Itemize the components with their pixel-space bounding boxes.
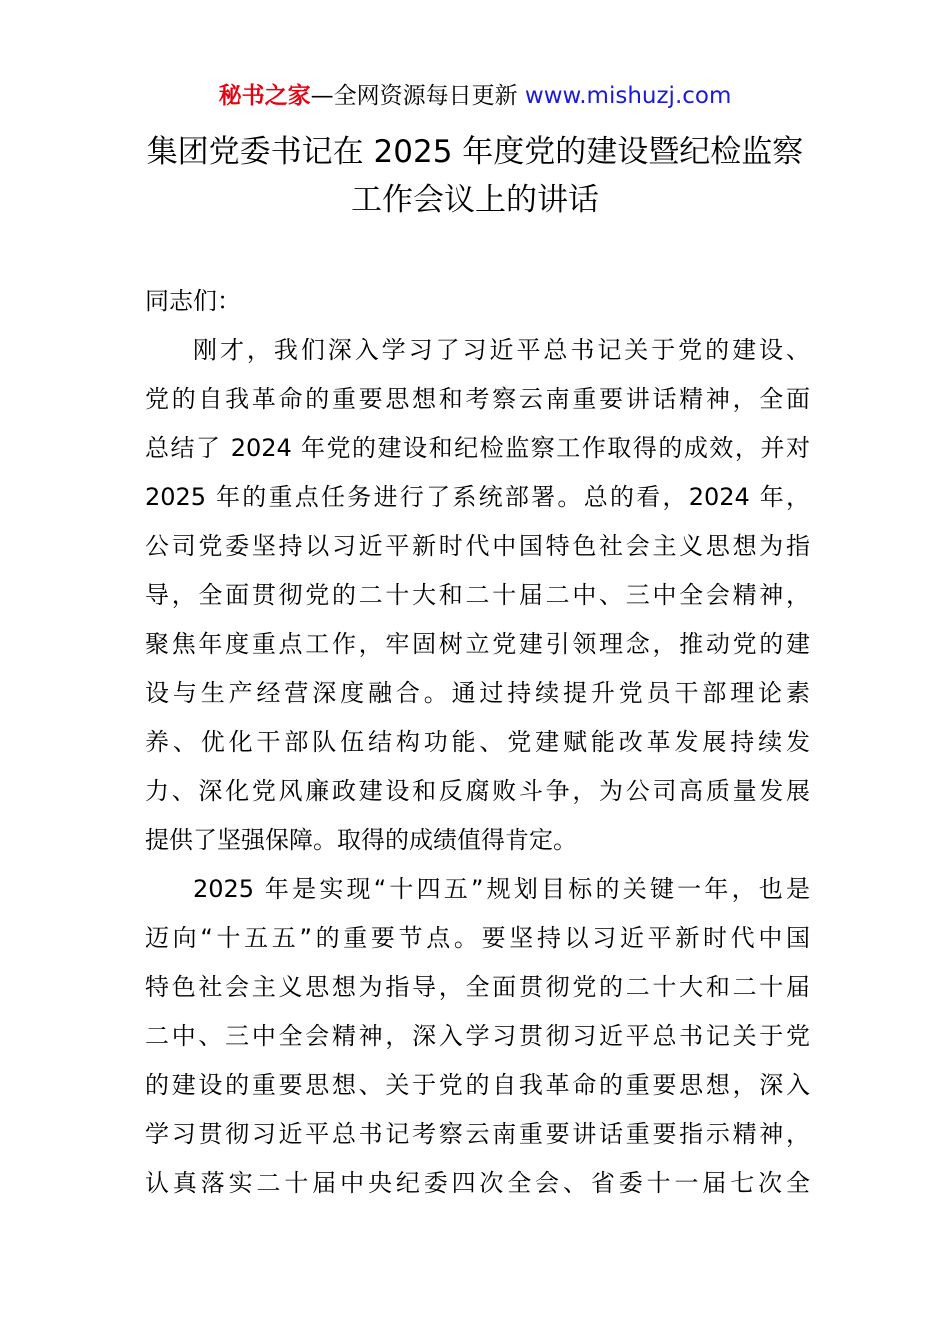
site-tagline: —全网资源每日更新 [310, 83, 518, 109]
paragraph-2 [145, 865, 810, 1208]
site-url-link[interactable]: www.mishuzj.com [524, 83, 732, 109]
text-line: 公司党委坚持以习近平新时代中国特色社会主义思想为指 [145, 532, 810, 560]
text-line: 党的自我革命的重要思想和考察云南重要讲话精神，全面 [145, 385, 810, 413]
site-brand: 秘书之家 [218, 83, 311, 109]
text-line: 2025 年是实现“十四五”规划目标的关键一年，也是 [193, 875, 810, 903]
text-line: 迈向“十五五”的重要节点。要坚持以习近平新时代中国 [145, 924, 810, 952]
text-line: 聚焦年度重点工作，牢固树立党建引领理念，推动党的建 [145, 630, 810, 658]
text-line: 学习贯彻习近平总书记考察云南重要讲话重要指示精神， [145, 1120, 810, 1148]
text-line: 力、深化党风廉政建设和反腐败斗争，为公司高质量发展 [145, 777, 810, 805]
text-line: 提供了坚强保障。取得的成绩值得肯定。 [145, 826, 577, 854]
text-line: 的建设的重要思想、关于党的自我革命的重要思想，深入 [145, 1071, 810, 1099]
salutation: 同志们： [145, 287, 241, 315]
text-line: 特色社会主义思想为指导，全面贯彻党的二十大和二十届 [145, 973, 810, 1001]
site-header [0, 80, 950, 112]
text-line: 认真落实二十届中央纪委四次全会、省委十一届七次全 [145, 1169, 810, 1197]
title-line: 集团党委书记在 2025 年度党的建设暨纪检监察 [146, 134, 804, 170]
text-line: 刚才，我们深入学习了习近平总书记关于党的建设、 [193, 336, 810, 364]
text-line: 导，全面贯彻党的二十大和二十届二中、三中全会精神， [145, 581, 810, 609]
text-line: 二中、三中全会精神，深入学习贯彻习近平总书记关于党 [145, 1022, 810, 1050]
text-line: 2025 年的重点任务进行了系统部署。总的看，2024 年， [145, 483, 810, 511]
title-line: 工作会议上的讲话 [351, 182, 599, 218]
text-line: 设与生产经营深度融合。通过持续提升党员干部理论素 [145, 679, 810, 707]
text-line: 总结了 2024 年党的建设和纪检监察工作取得的成效，并对 [145, 434, 810, 462]
document-title [100, 128, 850, 224]
text-line: 养、优化干部队伍结构功能、党建赋能改革发展持续发 [145, 728, 810, 756]
document-body [145, 277, 810, 1208]
paragraph-1 [145, 326, 810, 865]
